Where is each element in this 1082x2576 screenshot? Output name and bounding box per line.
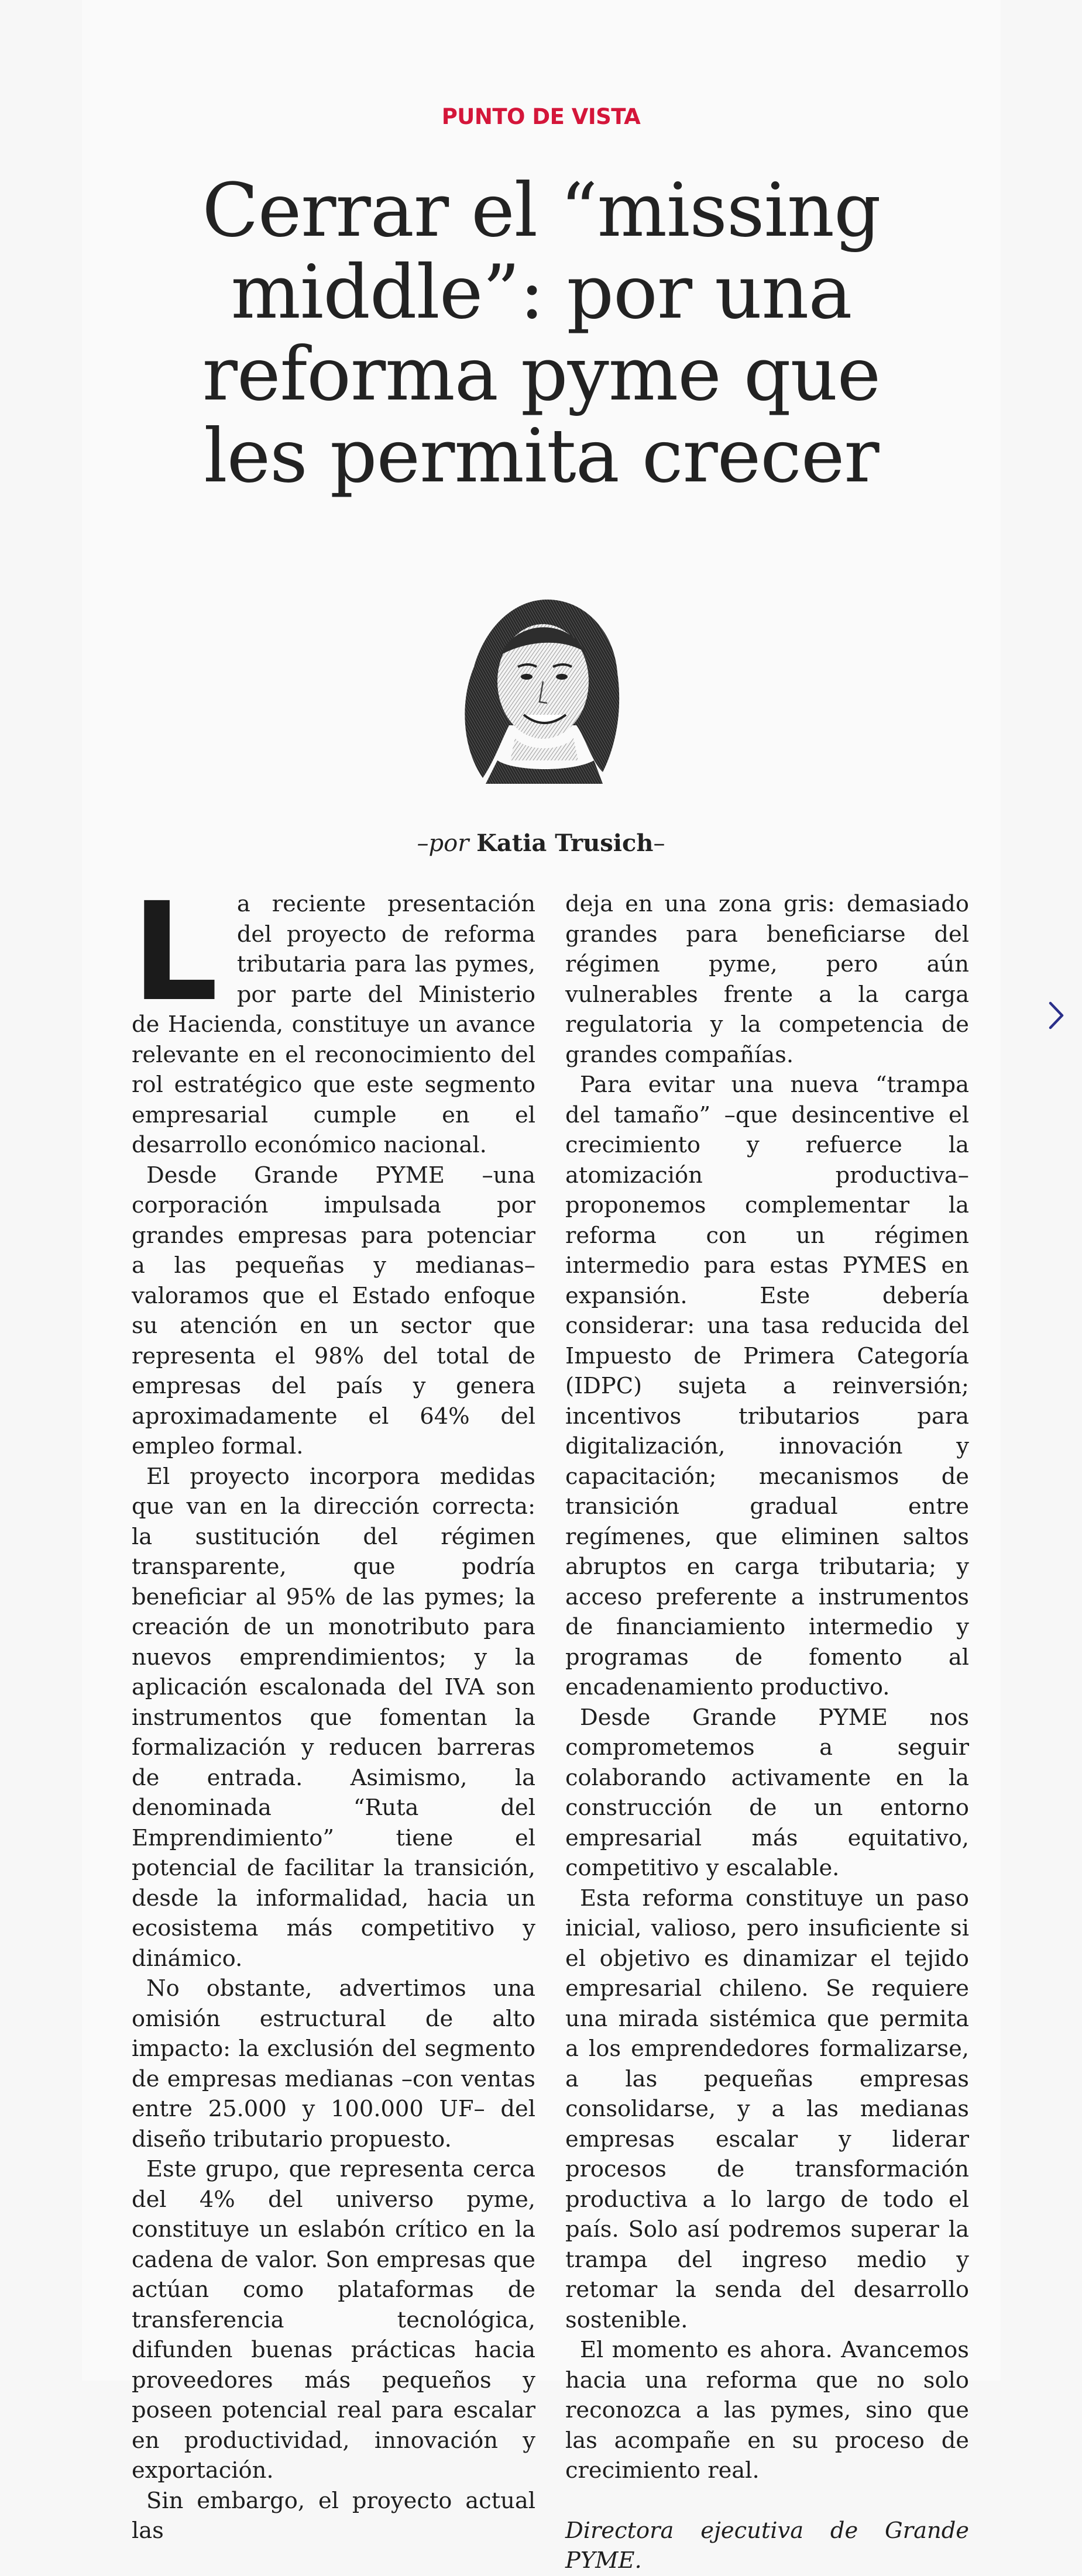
paragraph: Desde Grande PYME nos comprometemos a seguir colaborando activamente en la construcción de un entorno empresarial más equitativo, competitivo y escalable. xyxy=(565,1704,969,1881)
paragraph: El proyecto incorpora medidas que van en la dirección correcta: la sustitución del régimen transparente, que podría beneficiar al 95% de las pymes; la creación de un monotributo para nuevos emprendimientos; y la aplicación escalonada del IVA son instrumentos que fomentan la formalización y reducen barreras de entrada. Asimismo, la denominada “Ruta del Emprendimiento” tiene el potencial de facilitar la transición, desde la informalidad, hacia un ecosistema más competitivo y dinámico. xyxy=(132,1463,535,1972)
paragraph: Para evitar una nueva “trampa del tamaño” –que desincentive el crecimiento y refuerce la atomización productiva– proponemos complementar la reforma con un régimen intermedio para estas PYMES en expansión. Este debería considerar: una tasa reducida del Impuesto de Primera Categoría (IDPC) sujeta a reinversión; incentivos tributarios para digitalización, innovación y capacitación; mecanismos de transición gradual entre regímenes, que eliminen saltos abruptos en carga tributaria; y acceso preferente a instrumentos de financiamiento intermedio y programas de fomento al encadenamiento productivo. xyxy=(565,1072,969,1700)
drop-cap: L xyxy=(132,873,218,1031)
byline-prefix: –por xyxy=(417,830,477,857)
author-signature: Directora ejecutiva de Grande PYME. xyxy=(565,2517,969,2574)
chevron-right-icon xyxy=(1047,1000,1067,1031)
paragraph: deja en una zona gris: demasiado grandes para beneficiarse del régimen pyme, pero aún vulnerables frente a la carga regulatoria y la competencia de grandes compañías. xyxy=(565,891,969,1068)
paragraph: Desde Grande PYME –una corporación impulsada por grandes empresas para potenciar a las pequeñas y medianas– valoramos que el Estado enfoque su atención en un sector que representa el 98% del total de empresas del país y genera aproximadamente el 64% del empleo formal. xyxy=(132,1162,535,1459)
paragraph: El momento es ahora. Avancemos hacia una reforma que no solo reconozca a las pymes, sino que las acompañe en su proceso de crecimiento real. xyxy=(565,2337,969,2484)
byline xyxy=(0,829,1082,857)
byline-suffix: – xyxy=(653,830,665,857)
author-portrait xyxy=(427,585,650,784)
paragraph: Esta reforma constituye un paso inicial, valioso, pero insuficiente si el objetivo es dinamizar el tejido empresarial chileno. Se requiere una mirada sistémica que permita a los emprendedores formalizarse, a las pequeñas empresas consolidarse, y a las medianas empresas escalar y liderar procesos de transformación productiva a lo largo de todo el país. Solo así podremos superar la trampa del ingreso medio y retomar la senda del desarrollo sostenible. xyxy=(565,1885,969,2333)
article-column-right xyxy=(565,889,969,2576)
next-page-button[interactable] xyxy=(1042,994,1072,1036)
article-headline: Cerrar el “missing middle”: por una reforma pyme que les permita crecer xyxy=(202,167,881,499)
paragraph: La reciente presentación del proyecto de reforma tributaria para las pymes, por parte del Ministerio de Hacienda, constituye un avance relevante en el reconocimiento del rol estratégico que este segmento empresarial cumple en el desarrollo económico nacional. xyxy=(132,873,535,1158)
paragraph: Este grupo, que representa cerca del 4% del universo pyme, constituye un eslabón crítico en la cadena de valor. Son empresas que actúan como plataformas de transferencia tecnológica, difunden buenas prácticas hacia proveedores más pequeños y poseen potencial real para escalar en productividad, innovación y exportación. xyxy=(132,2156,535,2484)
paragraph: Sin embargo, el proyecto actual las xyxy=(132,2487,535,2544)
article-column-left xyxy=(132,873,535,2546)
author-name: Katia Trusich xyxy=(476,829,654,857)
paragraph: No obstante, advertimos una omisión estructural de alto impacto: la exclusión del segmento de empresas medianas –con ventas entre 25.000 y 100.000 UF– del diseño tributario propuesto. xyxy=(132,1975,535,2153)
section-kicker: PUNTO DE VISTA xyxy=(441,104,641,129)
